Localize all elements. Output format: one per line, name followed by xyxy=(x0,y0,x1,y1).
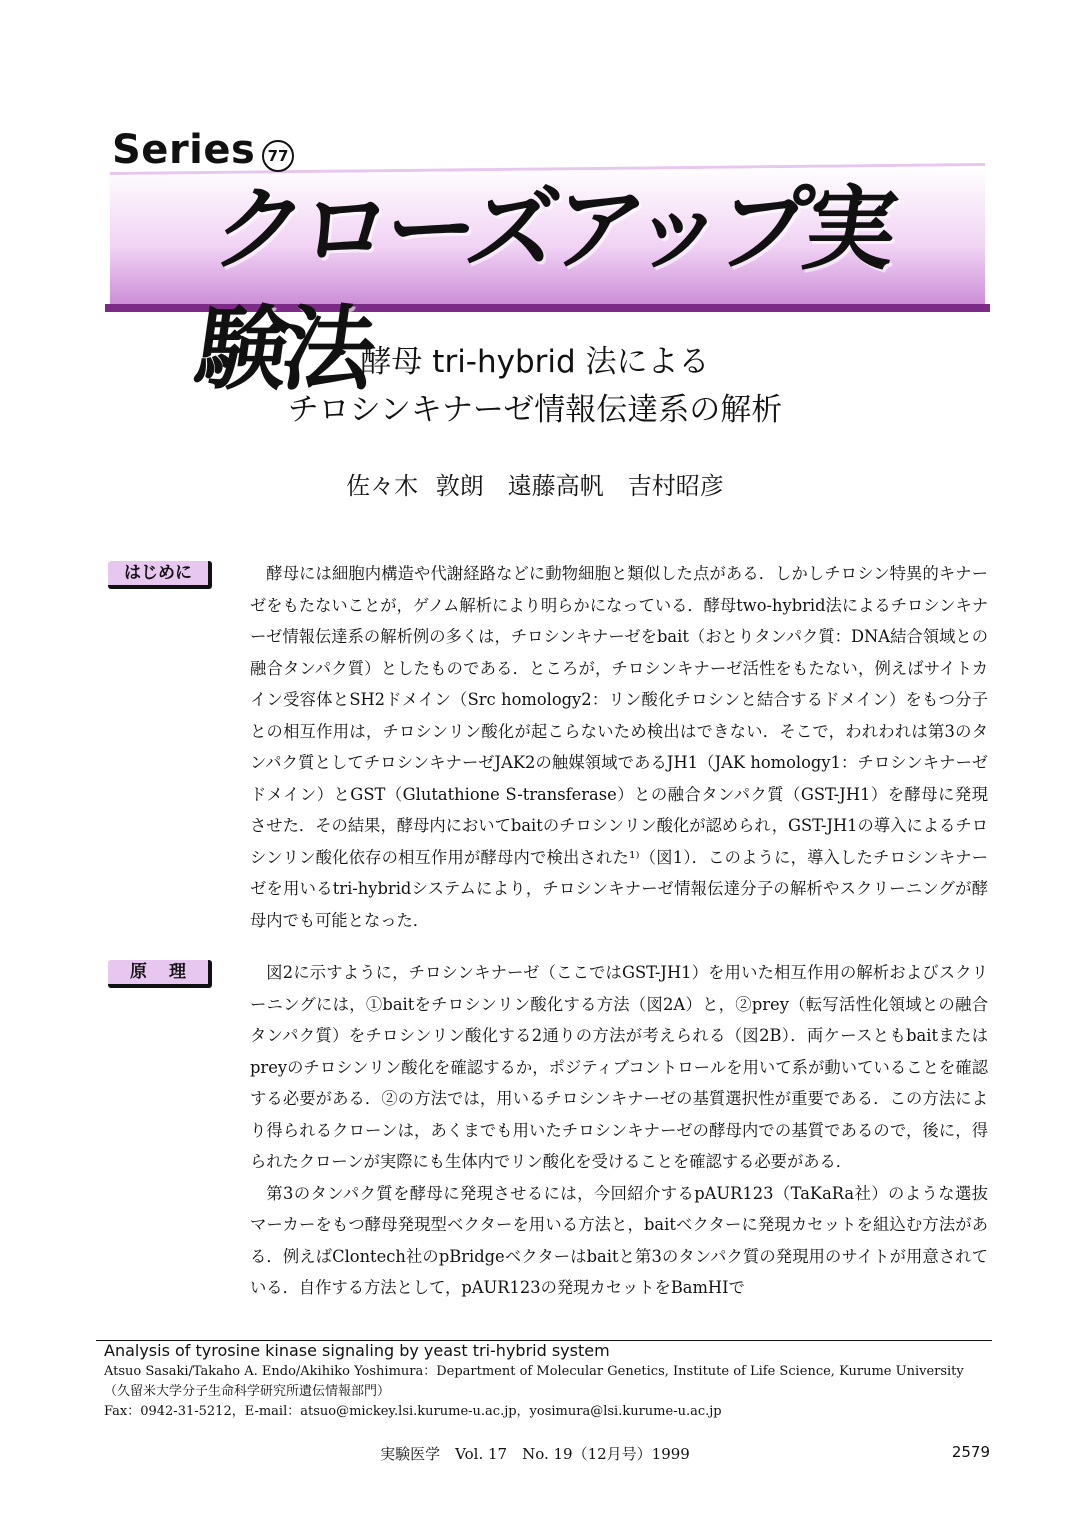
author-affiliation: Atsuo Sasaki/Takaho A. Endo/Akihiko Yoshimura：Department of Molecular Genetics, Institute of Life Science, Kurume University xyxy=(104,1364,964,1379)
contact-info: Fax：0942-31-5212，E-mail：atsuo@mickey.lsi.kurume-u.ac.jp，yosimura@lsi.kurume-u.ac.jp xyxy=(104,1404,722,1419)
principle-paragraph-2: 第3のタンパク質を酵母に発現させるには，今回紹介するpAUR123（TaKaRa社）のような選抜マーカーをもつ酵母発現型ベクターを用いる方法と，baitベクターに発現カセットを組込む方法がある．例えばClontech社のpBridgeベクターはbaitと第3のタンパク質の発現用のサイトが用意されている．自作する方法として，pAUR123の発現カセットをBamHIで xyxy=(250,1183,988,1297)
section-tag-intro: はじめに xyxy=(108,561,212,589)
intro-body xyxy=(250,558,988,936)
section-tag-principle: 原理 xyxy=(108,960,212,988)
series-banner-title: クローズアップ実験法 xyxy=(189,176,898,403)
series-number-badge: 77 xyxy=(262,140,294,172)
english-title: Analysis of tyrosine kinase signaling by yeast tri-hybrid system xyxy=(104,1341,610,1360)
series-label: Series xyxy=(112,127,256,173)
article-title xyxy=(0,338,1070,434)
article-title-line2: チロシンキナーゼ情報伝達系の解析 xyxy=(287,392,783,428)
intro-paragraph: 酵母には細胞内構造や代謝経路などに動物細胞と類似した点がある．しかしチロシン特異的キナーゼをもたないことが，ゲノム解析により明らかになっている．酵母two-hybrid法によるチロシンキナーゼ情報伝達系の解析例の多くは，チロシンキナーゼをbait（おとりタンパク質：DNA結合領域との融合タンパク質）としたものである．ところが，チロシンキナーゼ活性をもたない，例えばサイトカイン受容体とSH2ドメイン（Src homology2：リン酸化チロシンと結合するドメイン）をもつ分子との相互作用は，チロシンリン酸化が起こらないため検出はできない．そこで，われわれは第3のタンパク質としてチロシンキナーゼJAK2の触媒領域であるJH1（JAK homology1：チロシンキナーゼドメイン）とGST（Glutathione S-transferase）との融合タンパク質（GST-JH1）を酵母に発現させた．その結果，酵母内においてbaitのチロシンリン酸化が認められ，GST-JH1の導入によるチロシンリン酸化依存の相互作用が酵母内で検出された¹⁾（図1）．このように，導入したチロシンキナーゼを用いるtri-hybridシステムにより，チロシンキナーゼ情報伝達分子の解析やスクリーニングが酵母内でも可能となった． xyxy=(250,564,988,930)
principle-paragraph-1: 図2に示すように，チロシンキナーゼ（ここではGST-JH1）を用いた相互作用の解析およびスクリーニングには，①baitをチロシンリン酸化する方法（図2A）と，②prey（転写活性化領域との融合タンパク質）をチロシンリン酸化する2通りの方法が考えられる（図2B）．両ケースともbaitまたはpreyのチロシンリン酸化を確認するか，ポジティブコントロールを用いて系が動いていることを確認する必要がある．②の方法では，用いるチロシンキナーゼの基質選択性が重要である．この方法により得られるクローンは，あくまでも用いたチロシンキナーゼの酵母内での基質であるので，後に，得られたクローンが実際にも生体内でリン酸化を受けることを確認する必要がある． xyxy=(250,963,988,1171)
authors: 佐々木 敦朗 遠藤高帆 吉村昭彦 xyxy=(346,472,724,500)
principle-body xyxy=(250,957,988,1304)
journal-reference: 実験医学 Vol. 17 No. 19（12月号）1999 xyxy=(380,1445,690,1463)
article-title-line1: 酵母 tri-hybrid 法による xyxy=(360,344,710,380)
page-number: 2579 xyxy=(951,1443,990,1461)
author-affiliation-japanese: （久留米大学分子生命科学研究所遺伝情報部門） xyxy=(104,1384,391,1399)
